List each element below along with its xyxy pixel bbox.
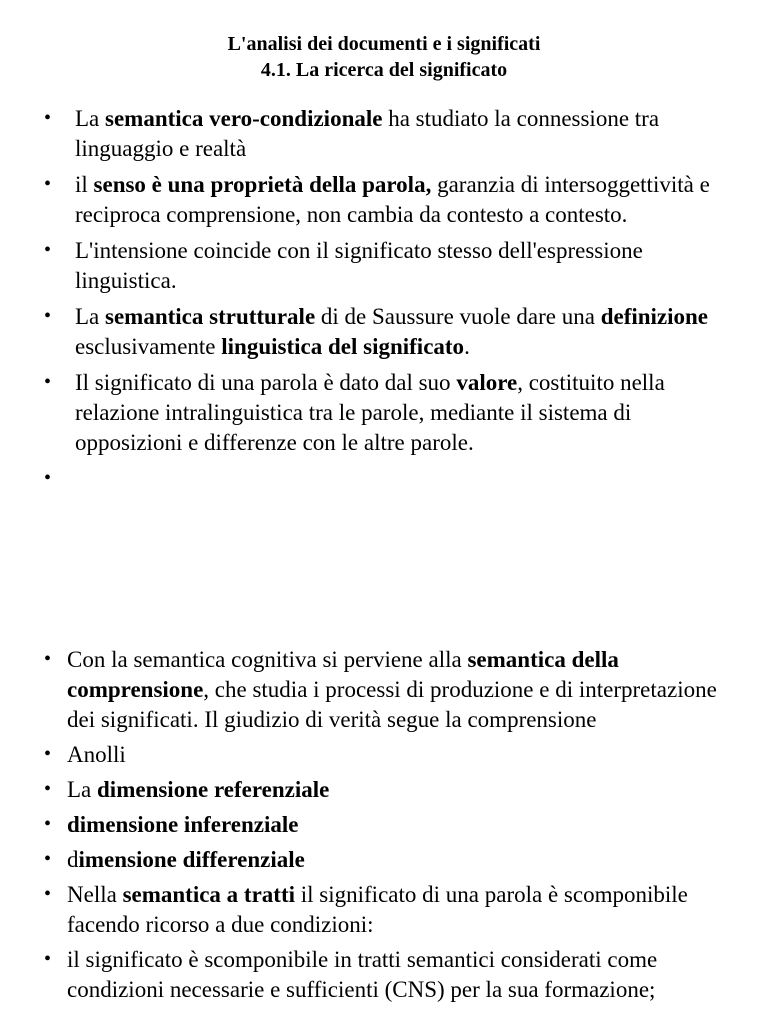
text-run: La [75, 304, 106, 329]
bullet-icon: • [44, 948, 52, 970]
list-item-text [67, 882, 688, 937]
bold-text: dimensione inferenziale [67, 812, 299, 837]
bullet-icon: • [44, 813, 52, 835]
bullet-icon: • [44, 467, 52, 489]
list-item [0, 945, 768, 1005]
list-item [0, 170, 768, 230]
list-item-text [75, 304, 708, 359]
list-item [0, 302, 768, 362]
text-run: il significato è scomponibile in tratti semantici considerati come condizioni necessarie e sufficienti (CNS) per la sua formazione; [67, 947, 658, 1002]
text-run: Nella [67, 882, 123, 907]
text-run: garanzia di intersoggettività e reciproca comprensione, non cambia da contesto a contesto. [75, 172, 710, 227]
list-item [0, 740, 768, 770]
list-item [0, 236, 768, 296]
text-run: Con la semantica cognitiva si perviene alla [67, 647, 468, 672]
bullet-list-top [0, 104, 768, 500]
list-item [0, 810, 768, 840]
bold-text: senso è una proprietà della parola, [93, 172, 432, 197]
text-run: di de Saussure vuole dare una [315, 304, 601, 329]
list-item [0, 880, 768, 940]
bullet-icon: • [44, 743, 52, 765]
text-run: La [75, 106, 106, 131]
bullet-list-bottom [0, 645, 768, 1010]
list-item-text [67, 647, 717, 732]
list-item-text [67, 742, 126, 767]
list-item-text [67, 947, 657, 1002]
bullet-icon: • [44, 778, 52, 800]
text-run: La [67, 777, 98, 802]
bold-text: semantica strutturale [105, 304, 316, 329]
list-item-text [67, 847, 305, 872]
list-item-text [67, 812, 298, 837]
bold-text: semantica a tratti [122, 882, 296, 907]
text-run: il [75, 172, 94, 197]
list-item [0, 645, 768, 735]
text-run: Anolli [67, 742, 126, 767]
bold-text: semantica vero-condizionale [105, 106, 383, 131]
list-item [0, 368, 768, 458]
bold-text: valore [456, 370, 518, 395]
list-item-text [75, 172, 710, 227]
list-item [0, 845, 768, 875]
text-run: ha studiato la connessione tra linguaggio e realtà [75, 106, 660, 161]
text-run: , che studia i processi di produzione e di interpretazione dei significati. Il giudizio di verità segue la comprensione [67, 677, 717, 732]
bullet-icon: • [44, 305, 52, 327]
bullet-icon: • [44, 648, 52, 670]
bullet-icon: • [44, 239, 52, 261]
text-run: esclusivamente [75, 334, 222, 359]
bold-text: imensione differenziale [78, 847, 305, 872]
text-run: d [67, 847, 79, 872]
bullet-icon: • [44, 848, 52, 870]
list-item [0, 775, 768, 805]
list-item [0, 104, 768, 164]
bold-text: semantica della comprensione [67, 647, 619, 702]
bold-text: linguistica del significato [221, 334, 465, 359]
text-run: , costituito nella relazione intralinguistica tra le parole, mediante il sistema di opposizioni e differenze con le altre parole. [75, 370, 665, 455]
section-heading: 4.1. La ricerca del significato [260, 59, 508, 81]
list-item [0, 464, 768, 494]
bullet-icon: • [44, 173, 52, 195]
bold-text: definizione [600, 304, 709, 329]
bullet-icon: • [44, 107, 52, 129]
text-run: . [464, 334, 470, 359]
bold-text: dimensione referenziale [97, 777, 330, 802]
list-item-text [75, 106, 659, 161]
bullet-icon: • [44, 883, 52, 905]
text-run: Il significato di una parola è dato dal suo [75, 370, 457, 395]
text-run: il significato di una parola è scomponibile facendo ricorso a due condizioni: [67, 882, 688, 937]
list-item-text [67, 777, 329, 802]
bullet-icon: • [44, 371, 52, 393]
text-run: L'intensione coincide con il significato stesso dell'espressione linguistica. [75, 238, 643, 293]
list-item-text [75, 238, 643, 293]
list-item-text [75, 370, 665, 455]
document-title: L'analisi dei documenti e i significati [227, 33, 541, 55]
